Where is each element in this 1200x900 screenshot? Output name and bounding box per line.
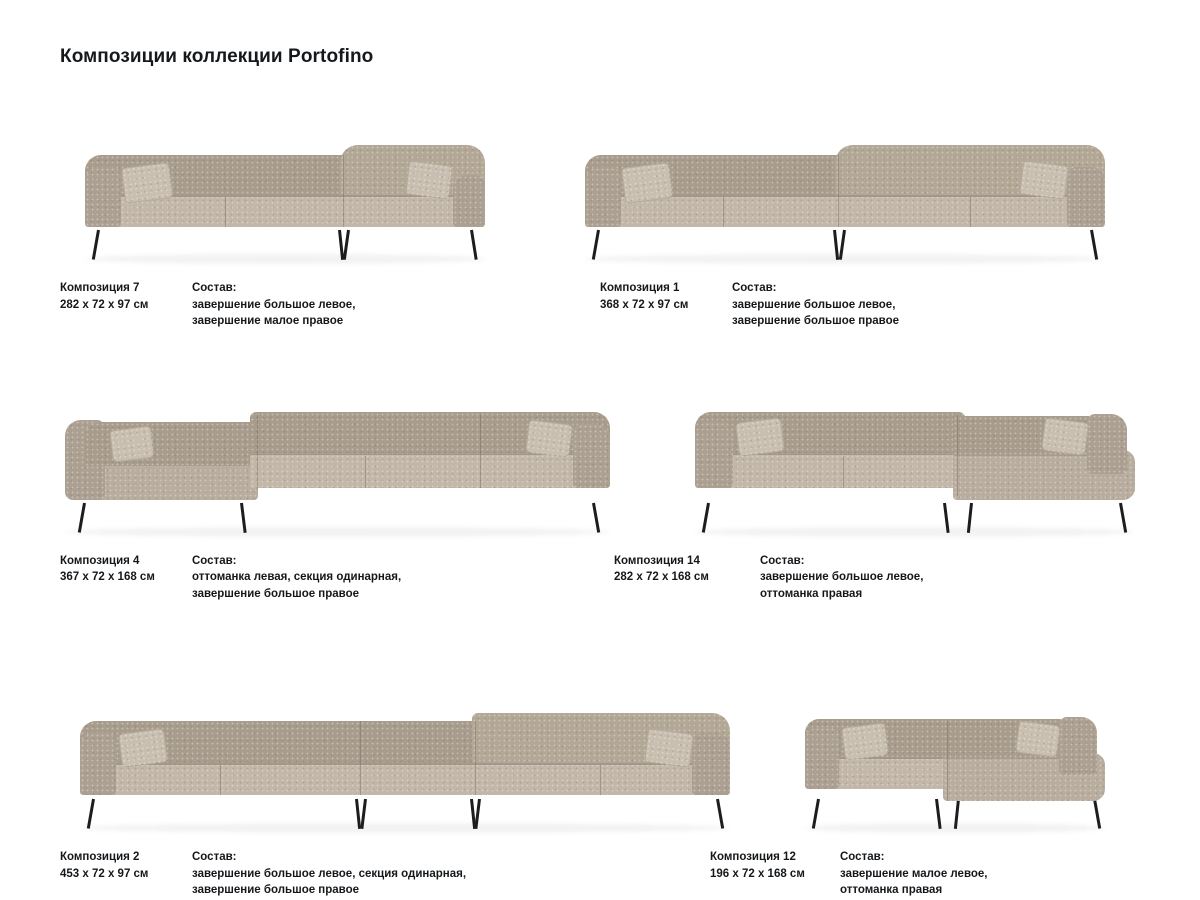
composition-dimensions: 453 x 72 x 97 см (60, 867, 149, 880)
sofa-leg (87, 799, 95, 829)
cushion (525, 419, 573, 457)
composition-illustration-14 (600, 368, 1200, 553)
composition-caption (600, 280, 1200, 330)
sofa-leg (1119, 502, 1127, 532)
composition-text-line: завершение большое левое, (732, 298, 896, 311)
composition-illustration-1 (600, 95, 1200, 280)
sofa-leg (812, 799, 820, 829)
composition-caption (0, 849, 600, 899)
cushion (1041, 417, 1089, 455)
composition-name: Композиция 12 (710, 851, 796, 863)
sofa-leg (592, 502, 600, 532)
composition-illustration-2 (0, 664, 600, 849)
composition-text-line: завершение большое правое (732, 315, 900, 327)
composition-card[interactable] (0, 664, 600, 899)
composition-text-line: оттоманка левая, секция одинарная, (192, 571, 402, 583)
sofa-leg (592, 230, 600, 260)
composition-name: Композиция 14 (614, 554, 700, 567)
composition-text-line: оттоманка правая (760, 587, 863, 600)
page-title: Композиции коллекции Portofino (60, 46, 374, 67)
composition-name: Композиция 2 (60, 851, 140, 863)
composition-illustration-4 (0, 368, 600, 553)
composition-text-line: оттоманка правая (840, 884, 943, 896)
composition-text-line: завершение большое левое, секция одинарная, (192, 867, 467, 880)
cushion (621, 162, 673, 204)
cushion (1015, 721, 1061, 758)
composition-label: Состав: (840, 851, 885, 863)
sofa-leg (470, 230, 478, 260)
cushion (109, 425, 155, 462)
compositions-row (0, 95, 1200, 330)
composition-caption (0, 280, 600, 330)
composition-label: Состав: (192, 851, 237, 863)
composition-caption (0, 553, 600, 603)
composition-dimensions: 282 x 72 x 168 см (614, 571, 709, 583)
composition-dimensions: 368 x 72 x 97 см (600, 298, 689, 311)
cushion (1019, 160, 1069, 199)
composition-label: Состав: (732, 282, 777, 294)
sofa-leg (1093, 799, 1101, 829)
composition-caption (600, 553, 1200, 603)
composition-card[interactable] (600, 368, 1200, 603)
composition-text-line: завершение малое левое, (840, 867, 988, 880)
composition-dimensions: 282 x 72 x 97 см (60, 298, 149, 311)
composition-dimensions: 367 x 72 x 168 см (60, 571, 155, 583)
composition-card[interactable] (600, 95, 1200, 330)
cushion (121, 162, 173, 204)
compositions-row (0, 664, 1200, 899)
sofa-leg (78, 502, 86, 532)
composition-caption (600, 849, 1200, 899)
composition-text-line: завершение большое левое, (192, 298, 356, 311)
composition-illustration-7 (0, 95, 600, 280)
composition-card[interactable] (0, 368, 600, 603)
sofa-leg (92, 230, 100, 260)
composition-card[interactable] (600, 664, 1200, 899)
sofa-leg (702, 502, 710, 532)
composition-text-line: завершение большое правое (192, 587, 360, 600)
cushion (405, 160, 453, 199)
cushion (735, 417, 785, 456)
composition-card[interactable] (0, 95, 600, 330)
composition-label: Состав: (760, 554, 805, 567)
sofa-leg (1090, 230, 1098, 260)
composition-name: Композиция 4 (60, 554, 140, 567)
composition-text-line: завершение малое правое (192, 315, 344, 327)
cushion (841, 722, 889, 760)
composition-text-line: завершение большое правое (192, 884, 360, 896)
composition-label: Состав: (192, 282, 237, 294)
composition-label: Состав: (192, 554, 237, 567)
composition-name: Композиция 7 (60, 282, 140, 294)
composition-illustration-12 (600, 664, 1200, 849)
composition-dimensions: 196 x 72 x 168 см (710, 867, 805, 880)
compositions-row (0, 368, 1200, 603)
compositions-grid (0, 95, 1200, 899)
composition-name: Композиция 1 (600, 282, 680, 294)
cushion (118, 728, 168, 767)
composition-text-line: завершение большое левое, (760, 571, 924, 583)
